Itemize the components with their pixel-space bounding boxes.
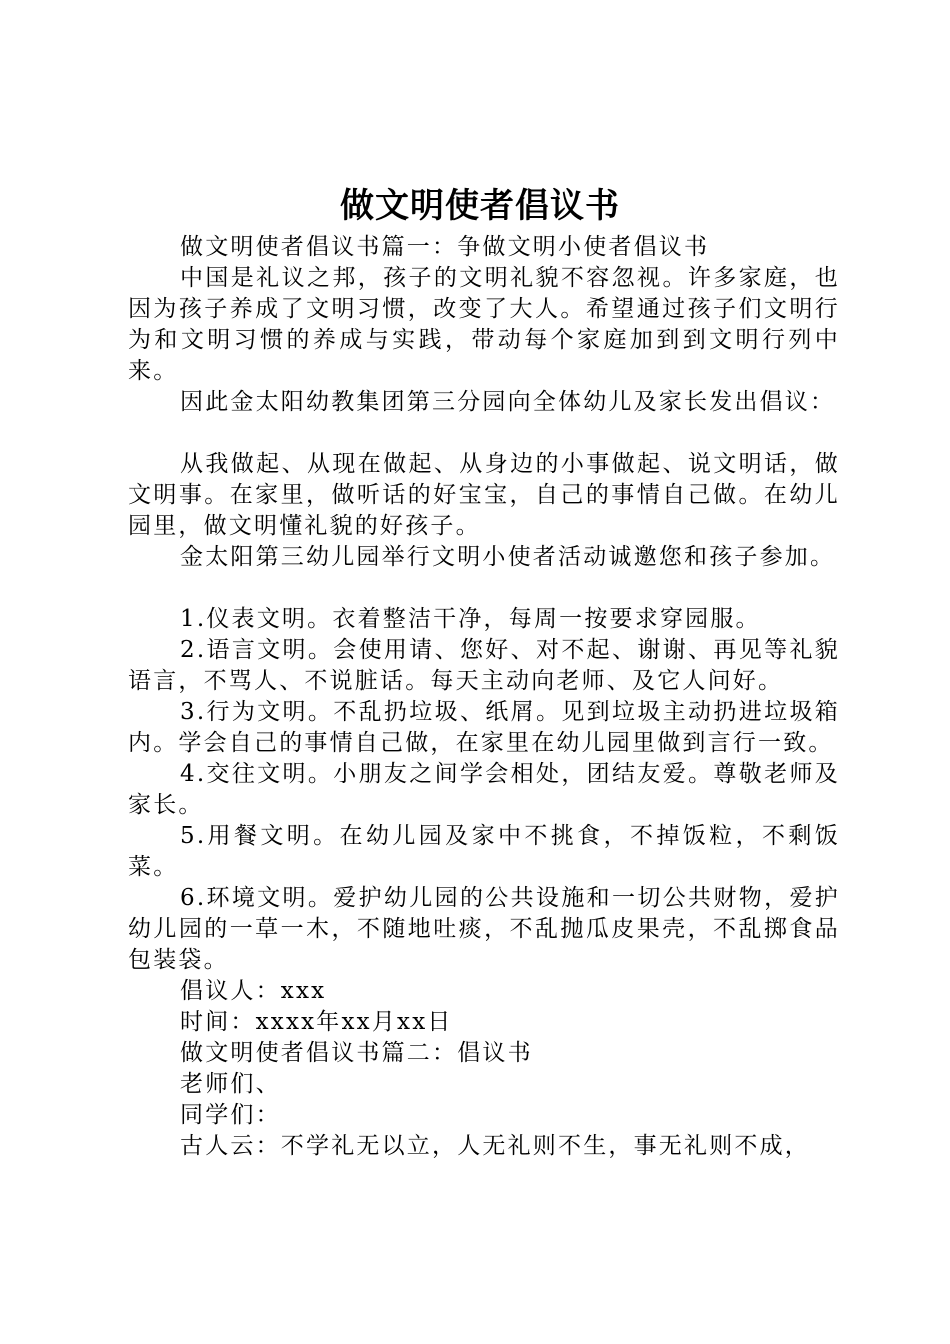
list-item-communication: 4.交往文明。小朋友之间学会相处，团结友爱。尊敬老师及家长。 xyxy=(128,761,840,818)
paragraph-intro: 中国是礼议之邦，孩子的文明礼貌不容忽视。许多家庭，也因为孩子养成了文明习惯，改变了大人。希望通过孩子们文明行为和文明习惯的养成与实践，带动每个家庭加到到文明行列中来。 xyxy=(128,265,840,384)
section-heading-1: 做文明使者倡议书篇一：争做文明小使者倡议书 xyxy=(180,234,710,260)
paragraph-ancient-saying: 古人云：不学礼无以立，人无礼则不生，事无礼则不成， xyxy=(180,1133,810,1159)
document-body xyxy=(128,232,840,1162)
paragraph-initiative: 因此金太阳幼教集团第三分园向全体幼儿及家长发出倡议： xyxy=(180,389,836,415)
salutation-teachers: 老师们、 xyxy=(180,1071,281,1097)
section-heading-2: 做文明使者倡议书篇二：倡议书 xyxy=(180,1040,533,1066)
document-title: 做文明使者倡议书 xyxy=(340,186,620,226)
list-item-environment: 6.环境文明。爱护幼儿园的公共设施和一切公共财物，爱护幼儿园的一草一木，不随地吐痰，不乱抛瓜皮果壳，不乱掷食品包装袋。 xyxy=(128,885,840,973)
list-item-language: 2.语言文明。会使用请、您好、对不起、谢谢、再见等礼貌语言，不骂人、不说脏话。每天主动向老师、及它人问好。 xyxy=(128,637,840,694)
list-item-dining: 5.用餐文明。在幼儿园及家中不挑食，不掉饭粒，不剩饭菜。 xyxy=(128,823,840,880)
signature-date: 时间：xxxx年xx月xx日 xyxy=(180,1009,453,1035)
paragraph-invitation: 金太阳第三幼儿园举行文明小使者活动诚邀您和孩子参加。 xyxy=(180,544,836,570)
salutation-students: 同学们： xyxy=(180,1102,281,1128)
paragraph-start-from-me: 从我做起、从现在做起、从身边的小事做起、说文明话，做文明事。在家里，做听话的好宝宝，自己的事情自己做。在幼儿园里，做文明懂礼貌的好孩子。 xyxy=(128,451,840,539)
signature-initiator: 倡议人：xxx xyxy=(180,978,327,1004)
list-item-appearance: 1.仪表文明。衣着整洁干净，每周一按要求穿园服。 xyxy=(180,606,761,632)
list-item-behavior: 3.行为文明。不乱扔垃圾、纸屑。见到垃圾主动扔进垃圾箱内。学会自己的事情自己做，在家里在幼儿园里做到言行一致。 xyxy=(128,699,840,756)
